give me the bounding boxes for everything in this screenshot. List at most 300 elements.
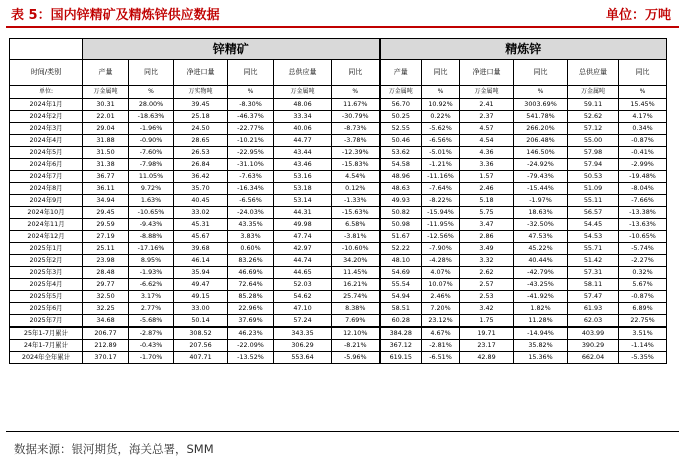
value-cell: 59.11 xyxy=(568,99,619,111)
value-cell: -0.87% xyxy=(619,291,667,303)
value-cell: -6.51% xyxy=(422,352,460,364)
table-row xyxy=(10,219,667,231)
value-cell: -4.28% xyxy=(422,255,460,267)
value-cell: 61.93 xyxy=(568,303,619,315)
row-label-cell: 时间/类别 xyxy=(10,60,83,86)
value-cell: 266.20% xyxy=(514,123,568,135)
value-cell: 32.50 xyxy=(83,291,129,303)
value-cell: 54.53 xyxy=(568,231,619,243)
value-cell: 31.50 xyxy=(83,147,129,159)
value-cell: 15.36% xyxy=(514,352,568,364)
value-cell: 52.55 xyxy=(380,123,422,135)
value-cell: 28.48 xyxy=(83,267,129,279)
value-cell: -24.92% xyxy=(514,159,568,171)
report-header xyxy=(0,0,685,24)
value-cell: 万金属吨 xyxy=(380,86,422,99)
value-cell: 25.18 xyxy=(174,111,228,123)
value-cell: 49.98 xyxy=(274,219,332,231)
value-cell: 206.77 xyxy=(83,327,129,340)
value-cell: -7.98% xyxy=(129,159,174,171)
value-cell: 50.46 xyxy=(380,135,422,147)
row-label-cell: 2024年7月 xyxy=(10,171,83,183)
value-cell: 9.72% xyxy=(129,183,174,195)
value-cell: 34.20% xyxy=(332,255,380,267)
value-cell: 51.67 xyxy=(380,231,422,243)
value-cell: -24.03% xyxy=(228,207,274,219)
value-cell: 56.57 xyxy=(568,207,619,219)
table-row xyxy=(10,123,667,135)
value-cell: 15.45% xyxy=(619,99,667,111)
row-label-cell: 24年1-7月累计 xyxy=(10,340,83,352)
value-cell: -22.77% xyxy=(228,123,274,135)
value-cell: 23.17 xyxy=(460,340,514,352)
value-cell: 85.28% xyxy=(228,291,274,303)
value-cell: 4.36 xyxy=(460,147,514,159)
value-cell: 同比 xyxy=(332,60,380,86)
value-cell: 48.96 xyxy=(380,171,422,183)
value-cell: 同比 xyxy=(228,60,274,86)
value-cell: 3.42 xyxy=(460,303,514,315)
value-cell: 29.77 xyxy=(83,279,129,291)
value-cell: 48.06 xyxy=(274,99,332,111)
value-cell: 43.35% xyxy=(228,219,274,231)
value-cell: -7.64% xyxy=(422,183,460,195)
value-cell: 34.94 xyxy=(83,195,129,207)
row-label-cell: 2025年5月 xyxy=(10,291,83,303)
group-zinc-concentrate: 锌精矿 xyxy=(83,39,380,60)
value-cell: 48.63 xyxy=(380,183,422,195)
value-cell: -5.01% xyxy=(422,147,460,159)
value-cell: % xyxy=(228,86,274,99)
value-cell: 207.56 xyxy=(174,340,228,352)
value-cell: -10.65% xyxy=(619,231,667,243)
value-cell: -5.96% xyxy=(332,352,380,364)
value-cell: 4.57 xyxy=(460,123,514,135)
value-cell: 3.32 xyxy=(460,255,514,267)
value-cell: 53.62 xyxy=(380,147,422,159)
value-cell: 2.53 xyxy=(460,291,514,303)
value-cell: -7.60% xyxy=(129,147,174,159)
value-cell: 2.37 xyxy=(460,111,514,123)
value-cell: 净进口量 xyxy=(460,60,514,86)
value-cell: -9.43% xyxy=(129,219,174,231)
value-cell: 3.47 xyxy=(460,219,514,231)
value-cell: -8.22% xyxy=(422,195,460,207)
value-cell: 367.12 xyxy=(380,340,422,352)
row-label-cell: 25年1-7月累计 xyxy=(10,327,83,340)
value-cell: -79.43% xyxy=(514,171,568,183)
value-cell: 0.22% xyxy=(422,111,460,123)
value-cell: 净进口量 xyxy=(174,60,228,86)
value-cell: -22.09% xyxy=(228,340,274,352)
value-cell: 45.31 xyxy=(174,219,228,231)
value-cell: 37.69% xyxy=(228,315,274,328)
value-cell: 58.51 xyxy=(380,303,422,315)
value-cell: -8.21% xyxy=(332,340,380,352)
value-cell: 44.31 xyxy=(274,207,332,219)
row-label-cell: 单位: xyxy=(10,86,83,99)
row-label-cell: 2025年6月 xyxy=(10,303,83,315)
value-cell: -15.44% xyxy=(514,183,568,195)
value-cell: 43.46 xyxy=(274,159,332,171)
value-cell: -7.63% xyxy=(228,171,274,183)
value-cell: 28.65 xyxy=(174,135,228,147)
summary-row xyxy=(10,340,667,352)
value-cell: 50.82 xyxy=(380,207,422,219)
value-cell: -15.63% xyxy=(332,207,380,219)
value-cell: 54.69 xyxy=(380,267,422,279)
value-cell: 0.60% xyxy=(228,243,274,255)
value-cell: -1.33% xyxy=(332,195,380,207)
value-cell: 42.97 xyxy=(274,243,332,255)
value-cell: -7.90% xyxy=(422,243,460,255)
row-label-cell: 2025年2月 xyxy=(10,255,83,267)
blank-corner-cell xyxy=(10,39,83,60)
data-source: 数据来源：银河期货，海关总署，SMM xyxy=(14,442,214,456)
value-cell: 2.41 xyxy=(460,99,514,111)
value-cell: 36.11 xyxy=(83,183,129,195)
value-cell: 24.50 xyxy=(174,123,228,135)
value-cell: 55.11 xyxy=(568,195,619,207)
footer-divider xyxy=(6,431,679,432)
value-cell: 35.70 xyxy=(174,183,228,195)
value-cell: 55.00 xyxy=(568,135,619,147)
value-cell: 3003.69% xyxy=(514,99,568,111)
value-cell: 370.17 xyxy=(83,352,129,364)
value-cell: -5.68% xyxy=(129,315,174,328)
table-row xyxy=(10,159,667,171)
row-label-cell: 2024年3月 xyxy=(10,123,83,135)
row-label-cell: 2025年7月 xyxy=(10,315,83,328)
row-label-cell: 2025年3月 xyxy=(10,267,83,279)
value-cell: 29.59 xyxy=(83,219,129,231)
value-cell: 22.01 xyxy=(83,111,129,123)
table-row xyxy=(10,207,667,219)
value-cell: -1.93% xyxy=(129,267,174,279)
value-cell: 35.82% xyxy=(514,340,568,352)
value-cell: 2.86 xyxy=(460,231,514,243)
value-cell: 43.44 xyxy=(274,147,332,159)
table-row xyxy=(10,111,667,123)
value-cell: 8.95% xyxy=(129,255,174,267)
value-cell: 407.71 xyxy=(174,352,228,364)
table-row xyxy=(10,99,667,111)
value-cell: 619.15 xyxy=(380,352,422,364)
value-cell: -1.21% xyxy=(422,159,460,171)
value-cell: 32.25 xyxy=(83,303,129,315)
row-label-cell: 2024年1月 xyxy=(10,99,83,111)
value-cell: 万金属吨 xyxy=(274,86,332,99)
value-cell: % xyxy=(332,86,380,99)
table-row xyxy=(10,303,667,315)
value-cell: -22.95% xyxy=(228,147,274,159)
value-cell: 26.53 xyxy=(174,147,228,159)
value-cell: 28.00% xyxy=(129,99,174,111)
value-cell: 83.26% xyxy=(228,255,274,267)
value-cell: -11.95% xyxy=(422,219,460,231)
value-cell: 29.45 xyxy=(83,207,129,219)
value-cell: 53.18 xyxy=(274,183,332,195)
value-cell: 4.54 xyxy=(460,135,514,147)
table-row xyxy=(10,171,667,183)
value-cell: -8.73% xyxy=(332,123,380,135)
value-cell: 3.36 xyxy=(460,159,514,171)
value-cell: 25.11 xyxy=(83,243,129,255)
value-cell: 总供应量 xyxy=(274,60,332,86)
value-cell: -10.21% xyxy=(228,135,274,147)
value-cell: -1.96% xyxy=(129,123,174,135)
value-cell: 10.07% xyxy=(422,279,460,291)
value-cell: 1.82% xyxy=(514,303,568,315)
row-label-cell: 2024年2月 xyxy=(10,111,83,123)
value-cell: 54.62 xyxy=(274,291,332,303)
header-divider xyxy=(6,26,679,28)
value-cell: 6.89% xyxy=(619,303,667,315)
value-cell: 55.54 xyxy=(380,279,422,291)
value-cell: 3.17% xyxy=(129,291,174,303)
value-cell: 403.99 xyxy=(568,327,619,340)
table-row xyxy=(10,231,667,243)
value-cell: 25.74% xyxy=(332,291,380,303)
value-cell: -15.83% xyxy=(332,159,380,171)
value-cell: -2.99% xyxy=(619,159,667,171)
value-cell: 343.35 xyxy=(274,327,332,340)
table-row xyxy=(10,195,667,207)
value-cell: 2.46 xyxy=(460,183,514,195)
summary-row xyxy=(10,327,667,340)
value-cell: -16.34% xyxy=(228,183,274,195)
value-cell: % xyxy=(619,86,667,99)
row-label-cell: 2024年5月 xyxy=(10,147,83,159)
value-cell: 36.42 xyxy=(174,171,228,183)
value-cell: 47.74 xyxy=(274,231,332,243)
value-cell: -2.81% xyxy=(422,340,460,352)
value-cell: 662.04 xyxy=(568,352,619,364)
row-label-cell: 2024年全年累计 xyxy=(10,352,83,364)
value-cell: 16.21% xyxy=(332,279,380,291)
group-header-row xyxy=(10,39,667,60)
value-cell: 31.38 xyxy=(83,159,129,171)
row-label-cell: 2024年11月 xyxy=(10,219,83,231)
table-caption: 表 5：国内锌精矿及精炼锌供应数据 xyxy=(11,8,220,23)
value-cell: -5.74% xyxy=(619,243,667,255)
summary-row xyxy=(10,352,667,364)
value-cell: 44.65 xyxy=(274,267,332,279)
value-cell: -46.37% xyxy=(228,111,274,123)
value-cell: -6.56% xyxy=(228,195,274,207)
value-cell: 同比 xyxy=(422,60,460,86)
value-cell: -32.50% xyxy=(514,219,568,231)
value-cell: -8.04% xyxy=(619,183,667,195)
value-cell: 44.77 xyxy=(274,135,332,147)
column-header-row xyxy=(10,60,667,86)
value-cell: 总供应量 xyxy=(568,60,619,86)
value-cell: 18.63% xyxy=(514,207,568,219)
value-cell: -43.25% xyxy=(514,279,568,291)
value-cell: 50.14 xyxy=(174,315,228,328)
value-cell: 57.12 xyxy=(568,123,619,135)
value-cell: -1.70% xyxy=(129,352,174,364)
value-cell: 46.69% xyxy=(228,267,274,279)
value-cell: 0.32% xyxy=(619,267,667,279)
value-cell: 49.47 xyxy=(174,279,228,291)
value-cell: 51.42 xyxy=(568,255,619,267)
value-cell: 206.48% xyxy=(514,135,568,147)
value-cell: 0.34% xyxy=(619,123,667,135)
value-cell: 57.98 xyxy=(568,147,619,159)
value-cell: -6.56% xyxy=(422,135,460,147)
value-cell: 11.67% xyxy=(332,99,380,111)
value-cell: 40.06 xyxy=(274,123,332,135)
table-row xyxy=(10,183,667,195)
value-cell: 万金属吨 xyxy=(83,86,129,99)
value-cell: 52.03 xyxy=(274,279,332,291)
value-cell: -2.27% xyxy=(619,255,667,267)
value-cell: 同比 xyxy=(619,60,667,86)
value-cell: % xyxy=(514,86,568,99)
value-cell: 57.47 xyxy=(568,291,619,303)
value-cell: 51.09 xyxy=(568,183,619,195)
value-cell: 50.98 xyxy=(380,219,422,231)
value-cell: 45.67 xyxy=(174,231,228,243)
value-cell: 3.51% xyxy=(619,327,667,340)
value-cell: 10.92% xyxy=(422,99,460,111)
value-cell: 390.29 xyxy=(568,340,619,352)
value-cell: -42.79% xyxy=(514,267,568,279)
value-cell: 35.94 xyxy=(174,267,228,279)
value-cell: 12.10% xyxy=(332,327,380,340)
value-cell: -18.63% xyxy=(129,111,174,123)
table-row xyxy=(10,291,667,303)
value-cell: 553.64 xyxy=(274,352,332,364)
row-label-cell: 2025年4月 xyxy=(10,279,83,291)
value-cell: 万金属吨 xyxy=(460,86,514,99)
value-cell: 6.58% xyxy=(332,219,380,231)
value-cell: 54.45 xyxy=(568,219,619,231)
value-cell: -8.30% xyxy=(228,99,274,111)
value-cell: -31.10% xyxy=(228,159,274,171)
value-cell: 同比 xyxy=(514,60,568,86)
value-cell: -0.41% xyxy=(619,147,667,159)
value-cell: -14.94% xyxy=(514,327,568,340)
value-cell: -10.60% xyxy=(332,243,380,255)
value-cell: 42.89 xyxy=(460,352,514,364)
value-cell: -11.16% xyxy=(422,171,460,183)
value-cell: -19.48% xyxy=(619,171,667,183)
value-cell: -30.79% xyxy=(332,111,380,123)
value-cell: -13.52% xyxy=(228,352,274,364)
value-cell: 19.71 xyxy=(460,327,514,340)
value-cell: 23.98 xyxy=(83,255,129,267)
table-row xyxy=(10,315,667,328)
value-cell: -3.81% xyxy=(332,231,380,243)
value-cell: 46.23% xyxy=(228,327,274,340)
value-cell: -2.87% xyxy=(129,327,174,340)
value-cell: 33.00 xyxy=(174,303,228,315)
value-cell: 58.11 xyxy=(568,279,619,291)
row-label-cell: 2024年9月 xyxy=(10,195,83,207)
value-cell: 5.67% xyxy=(619,279,667,291)
value-cell: 7.69% xyxy=(332,315,380,328)
value-cell: 11.05% xyxy=(129,171,174,183)
value-cell: 55.71 xyxy=(568,243,619,255)
table-row xyxy=(10,135,667,147)
value-cell: 产量 xyxy=(380,60,422,86)
value-cell: -5.35% xyxy=(619,352,667,364)
value-cell: 33.34 xyxy=(274,111,332,123)
value-cell: 8.38% xyxy=(332,303,380,315)
value-cell: 22.96% xyxy=(228,303,274,315)
group-refined-zinc: 精炼锌 xyxy=(380,39,667,60)
value-cell: 22.75% xyxy=(619,315,667,328)
value-cell: 53.14 xyxy=(274,195,332,207)
value-cell: -13.63% xyxy=(619,219,667,231)
row-label-cell: 2024年12月 xyxy=(10,231,83,243)
value-cell: 万金属吨 xyxy=(568,86,619,99)
value-cell: 23.12% xyxy=(422,315,460,328)
units-row xyxy=(10,86,667,99)
supply-data-table xyxy=(9,38,667,364)
value-cell: 1.63% xyxy=(129,195,174,207)
row-label-cell: 2024年8月 xyxy=(10,183,83,195)
value-cell: 50.25 xyxy=(380,111,422,123)
value-cell: 产量 xyxy=(83,60,129,86)
table-row xyxy=(10,147,667,159)
value-cell: 40.45 xyxy=(174,195,228,207)
value-cell: 2.46% xyxy=(422,291,460,303)
table-row xyxy=(10,267,667,279)
value-cell: 49.93 xyxy=(380,195,422,207)
value-cell: 11.45% xyxy=(332,267,380,279)
value-cell: 1.75 xyxy=(460,315,514,328)
row-label-cell: 2024年4月 xyxy=(10,135,83,147)
value-cell: 同比 xyxy=(129,60,174,86)
value-cell: 72.64% xyxy=(228,279,274,291)
value-cell: 57.24 xyxy=(274,315,332,328)
value-cell: 49.15 xyxy=(174,291,228,303)
value-cell: 306.29 xyxy=(274,340,332,352)
value-cell: 4.54% xyxy=(332,171,380,183)
value-cell: -17.16% xyxy=(129,243,174,255)
value-cell: 62.03 xyxy=(568,315,619,328)
value-cell: 33.02 xyxy=(174,207,228,219)
value-cell: 308.52 xyxy=(174,327,228,340)
value-cell: 48.10 xyxy=(380,255,422,267)
value-cell: 44.74 xyxy=(274,255,332,267)
value-cell: 27.19 xyxy=(83,231,129,243)
value-cell: 31.88 xyxy=(83,135,129,147)
value-cell: 3.83% xyxy=(228,231,274,243)
value-cell: 50.53 xyxy=(568,171,619,183)
value-cell: 11.28% xyxy=(514,315,568,328)
value-cell: % xyxy=(129,86,174,99)
value-cell: 30.31 xyxy=(83,99,129,111)
table-row xyxy=(10,279,667,291)
value-cell: -5.62% xyxy=(422,123,460,135)
value-cell: -10.65% xyxy=(129,207,174,219)
value-cell: 56.70 xyxy=(380,99,422,111)
value-cell: 384.28 xyxy=(380,327,422,340)
value-cell: 57.94 xyxy=(568,159,619,171)
value-cell: 40.44% xyxy=(514,255,568,267)
value-cell: 52.62 xyxy=(568,111,619,123)
value-cell: 34.68 xyxy=(83,315,129,328)
value-cell: 541.78% xyxy=(514,111,568,123)
value-cell: 2.62 xyxy=(460,267,514,279)
value-cell: 39.68 xyxy=(174,243,228,255)
table-row xyxy=(10,255,667,267)
unit-label: 单位：万吨 xyxy=(605,8,671,23)
